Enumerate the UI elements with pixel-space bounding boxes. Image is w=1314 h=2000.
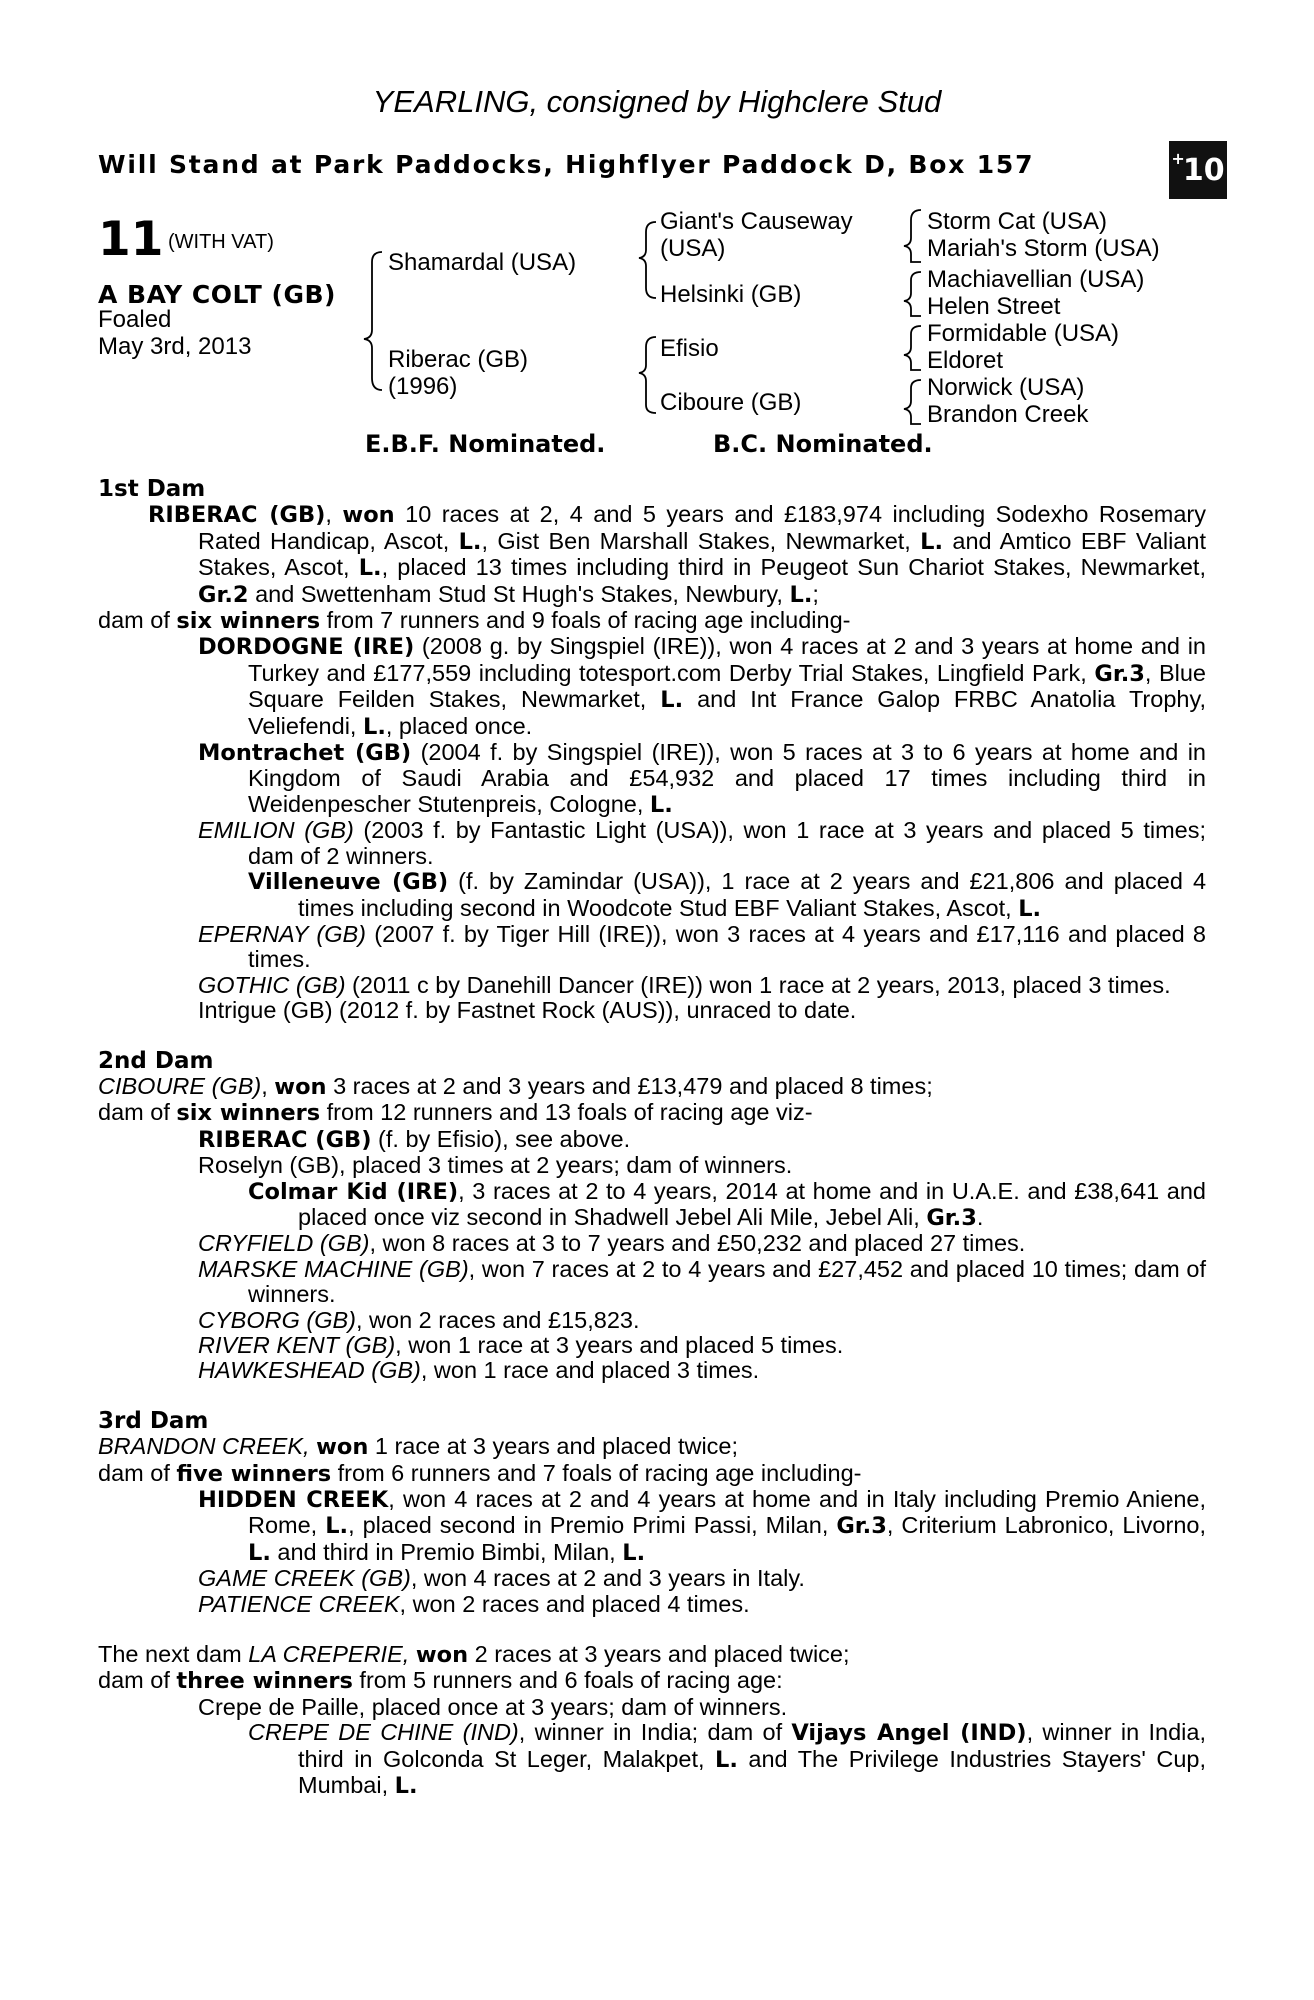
first-dam-heading: 1st Dam [98,476,206,502]
dam-sire: Efisio [660,335,719,362]
badge-number: 10 [1182,152,1225,188]
dam: Riberac (GB) [388,346,529,373]
ggp-2: Mariah's Storm (USA) [927,235,1160,262]
sire-sire-country: (USA) [660,235,726,262]
produce-villeneuve: Villeneuve (GB) (f. by Zamindar (USA)), 1 race at 2 years and £21,806 and placed 4 times including second in Woodcote Stud EBF Valiant Stakes, Ascot, L. [248,868,1207,922]
sire-dam: Helsinki (GB) [660,281,802,308]
stable-location: Will Stand at Park Paddocks, Highflyer Paddock D, Box 157 [98,150,1035,179]
produce-cyborg: CYBORG (GB), won 2 races and £15,823. [198,1306,640,1333]
produce-cryfield: CRYFIELD (GB), won 8 races at 3 to 7 years and £50,232 and placed 27 times. [198,1230,1026,1257]
produce-marske-machine: MARSKE MACHINE (GB), won 7 races at 2 to 4 years and £27,452 and placed 10 times; dam of winners. [198,1255,1206,1308]
produce-crepe-de-chine: CREPE DE CHINE (IND), winner in India; dam of Vijays Angel (IND), winner in India, third in Golconda St Leger, Malakpet, L. and The Privilege Industries Stayers' Cup, Mumbai, L. [248,1719,1206,1800]
pedigree-notes [98,477,1206,1800]
produce-hawkeshead: HAWKESHEAD (GB), won 1 race and placed 3 times. [198,1357,760,1384]
next-dam-record: The next dam LA CREPERIE, won 2 races at 3 years and placed twice; [98,1641,850,1669]
third-dam-produce-summary: dam of five winners from 6 runners and 7 foals of racing age including- [98,1459,862,1487]
produce-intrigue: Intrigue (GB) (2012 f. by Fastnet Rock (AUS)), unraced to date. [198,997,857,1024]
ebf-nominated: E.B.F. Nominated. [365,430,606,458]
dam-foaled-year: (1996) [388,373,458,400]
dam-dam: Ciboure (GB) [660,389,802,416]
first-dam-produce-summary: dam of six winners from 7 runners and 9 foals of racing age including- [98,607,851,635]
ggp-4: Helen Street [927,293,1061,320]
produce-game-creek: GAME CREEK (GB), won 4 races at 2 and 3 years in Italy. [198,1565,805,1592]
produce-montrachet: Montrachet (GB) (2004 f. by Singspiel (IRE)), won 5 races at 3 to 6 years at home and in Kingdom of Saudi Arabia and £54,932 and placed 17 times including third in Weidenpescher Stutenpreis, Cologne, L. [198,739,1206,818]
produce-river-kent: RIVER KENT (GB), won 1 race at 3 years and placed 5 times. [198,1332,844,1358]
pedigree-brackets [0,0,1314,460]
bc-nominated: B.C. Nominated. [713,430,933,458]
produce-epernay: EPERNAY (GB) (2007 f. by Tiger Hill (IRE)), won 3 races at 4 years and £17,116 and placed 8 times. [198,920,1206,973]
horse-description: A BAY COLT (GB) [98,280,336,309]
foaled-label: Foaled [98,306,172,333]
produce-colmar-kid: Colmar Kid (IRE), 3 races at 2 to 4 years, 2014 at home and in U.A.E. and £38,641 and placed once viz second in Shadwell Jebel Ali Mile, Jebel Ali, Gr.3. [248,1177,1206,1231]
ggp-6: Eldoret [927,347,1004,374]
second-dam-record: CIBOURE (GB), won 3 races at 2 and 3 years and £13,479 and placed 8 times; [98,1072,933,1100]
produce-roselyn: Roselyn (GB), placed 3 times at 2 years; dam of winners. [198,1152,793,1179]
second-dam-heading: 2nd Dam [98,1047,214,1074]
ggp-8: Brandon Creek [927,401,1089,428]
ggp-3: Machiavellian (USA) [927,266,1145,293]
vat-note: (WITH VAT) [168,231,274,253]
second-dam-produce-summary: dam of six winners from 12 runners and 13 foals of racing age viz- [98,1099,813,1127]
ggp-5: Formidable (USA) [927,320,1120,347]
lot-number: 11 [98,212,164,267]
first-dam-record: RIBERAC (GB), won 10 races at 2, 4 and 5 years and £183,974 including Sodexho Rosemary Rated Handicap, Ascot, L., Gist Ben Marshall Stakes, Newmarket, L. and Amtico EBF Valiant Stakes, Ascot, L., placed 13 times including third in Peugeot Sun Chariot Stakes, Newmarket, Gr.2 and Swettenham Stud St Hugh's Stakes, Newbury, L.; [148,501,1206,608]
produce-crepe-de-paille: Crepe de Paille, placed once at 3 years; dam of winners. [198,1693,788,1720]
produce-emilion: EMILION (GB) (2003 f. by Fantastic Light (USA)), won 1 race at 3 years and placed 5 times; dam of 2 winners. [198,817,1206,869]
produce-dordogne: DORDOGNE (IRE) (2008 g. by Singspiel (IRE)), won 4 races at 2 and 3 years at home and in Turkey and £177,559 including totesport.com Derby Trial Stakes, Lingfield Park, Gr.3, Blue Square Feilden Stakes, Newmarket, L. and Int France Galop FRBC Anatolia Trophy, Veliefendi, L., placed once. [198,633,1207,740]
third-dam-record: BRANDON CREEK, won 1 race at 3 years and placed twice; [98,1433,739,1461]
produce-hidden-creek: HIDDEN CREEK, won 4 races at 2 and 4 years at home and in Italy including Premio Aniene, Rome, L., placed second in Premio Primi Passi, Milan, Gr.3, Criterium Labronico, Livorno, L. and third in Premio Bimbi, Milan, L. [198,1486,1207,1566]
produce-gothic: GOTHIC (GB) (2011 c by Danehill Dancer (IRE)) won 1 race at 2 years, 2013, placed 3 times. [198,971,1171,998]
badge-plus: + [1171,148,1185,168]
foaled-date: May 3rd, 2013 [98,333,252,360]
sire: Shamardal (USA) [388,249,577,276]
produce-riberac: RIBERAC (GB) (f. by Efisio), see above. [198,1125,631,1153]
catalogue-heading: YEARLING, consigned by Highclere Stud [372,84,942,119]
produce-patience-creek: PATIENCE CREEK, won 2 races and placed 4 times. [198,1590,750,1617]
third-dam-heading: 3rd Dam [98,1407,209,1434]
ggp-7: Norwick (USA) [927,374,1085,401]
next-dam-produce-summary: dam of three winners from 5 runners and 6 foals of racing age: [98,1667,783,1695]
ggp-1: Storm Cat (USA) [927,208,1108,235]
sire-sire: Giant's Causeway [660,208,853,235]
